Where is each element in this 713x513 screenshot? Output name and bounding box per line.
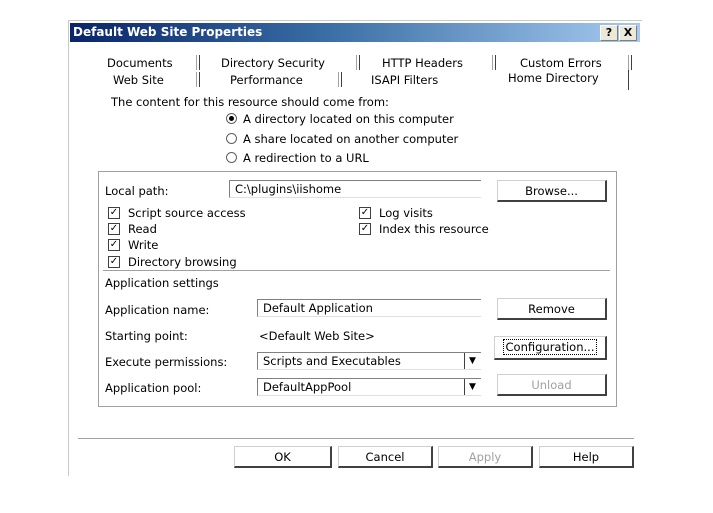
- content-source-prompt: The content for this resource should come from:: [111, 95, 389, 109]
- section-divider: [103, 270, 610, 271]
- index-resource-checkbox[interactable]: ✓: [360, 223, 370, 234]
- configuration-button[interactable]: [494, 336, 607, 360]
- app-pool-value: DefaultAppPool: [263, 380, 352, 394]
- tab-separator: [356, 55, 360, 70]
- read-checkbox[interactable]: ✓: [109, 223, 119, 234]
- execute-permissions-label: Execute permissions:: [105, 355, 228, 369]
- local-path-input[interactable]: C:\plugins\iishome: [229, 180, 481, 198]
- radio-network-share[interactable]: [226, 133, 237, 144]
- local-path-label: Local path:: [105, 184, 169, 198]
- tab-isapi-filters[interactable]: ISAPI Filters: [371, 73, 439, 87]
- radio-local-directory[interactable]: [226, 113, 237, 124]
- tab-separator: [338, 72, 342, 87]
- execute-permissions-select[interactable]: [257, 352, 481, 370]
- ok-button[interactable]: OK: [234, 446, 332, 468]
- help-button[interactable]: Help: [539, 446, 634, 468]
- tab-separator: [196, 72, 200, 87]
- app-pool-select[interactable]: [257, 378, 481, 396]
- tab-http-headers[interactable]: HTTP Headers: [382, 56, 463, 70]
- tab-separator: [196, 55, 200, 70]
- execute-permissions-value: Scripts and Executables: [263, 354, 401, 368]
- apply-button[interactable]: Apply: [438, 446, 533, 468]
- tab-custom-errors[interactable]: Custom Errors: [520, 56, 602, 70]
- footer-divider: [78, 438, 634, 439]
- log-visits-label[interactable]: Log visits: [379, 206, 433, 220]
- window-title: Default Web Site Properties: [73, 25, 263, 39]
- chevron-down-icon[interactable]: ▼: [464, 379, 480, 395]
- app-name-input[interactable]: Default Application: [257, 299, 481, 317]
- tab-edge: [628, 70, 629, 90]
- starting-point-value: <Default Web Site>: [259, 329, 375, 343]
- directory-browsing-checkbox[interactable]: ✓: [109, 256, 119, 267]
- index-resource-label[interactable]: Index this resource: [379, 222, 489, 236]
- browse-button[interactable]: Browse...: [497, 180, 607, 202]
- script-source-access-checkbox[interactable]: ✓: [109, 207, 119, 218]
- close-icon[interactable]: X: [619, 25, 637, 41]
- app-name-label: Application name:: [105, 303, 210, 317]
- remove-button[interactable]: Remove: [497, 298, 607, 320]
- app-pool-label: Application pool:: [105, 381, 202, 395]
- write-label[interactable]: Write: [128, 238, 159, 252]
- tab-performance[interactable]: Performance: [230, 73, 303, 87]
- unload-button[interactable]: Unload: [497, 374, 607, 396]
- radio-url-redirect[interactable]: [226, 152, 237, 163]
- radio-url-redirect-label[interactable]: A redirection to a URL: [243, 151, 369, 165]
- tab-separator: [628, 55, 632, 70]
- app-settings-heading: Application settings: [105, 276, 219, 290]
- write-checkbox[interactable]: ✓: [109, 239, 119, 250]
- tab-directory-security[interactable]: Directory Security: [221, 56, 325, 70]
- directory-browsing-label[interactable]: Directory browsing: [128, 255, 237, 269]
- tab-web-site[interactable]: Web Site: [113, 73, 164, 87]
- help-icon[interactable]: ?: [600, 25, 618, 41]
- chevron-down-icon[interactable]: ▼: [464, 353, 480, 369]
- tab-documents[interactable]: Documents: [107, 56, 173, 70]
- cancel-button[interactable]: Cancel: [338, 446, 433, 468]
- starting-point-label: Starting point:: [105, 329, 188, 343]
- script-source-access-label[interactable]: Script source access: [128, 206, 246, 220]
- tab-home-directory[interactable]: Home Directory: [508, 71, 599, 85]
- radio-local-directory-label[interactable]: A directory located on this computer: [243, 112, 454, 126]
- read-label[interactable]: Read: [128, 222, 157, 236]
- radio-network-share-label[interactable]: A share located on another computer: [243, 132, 459, 146]
- configuration-label: Configuration...: [503, 339, 598, 355]
- tab-separator: [492, 55, 496, 70]
- log-visits-checkbox[interactable]: ✓: [360, 207, 370, 218]
